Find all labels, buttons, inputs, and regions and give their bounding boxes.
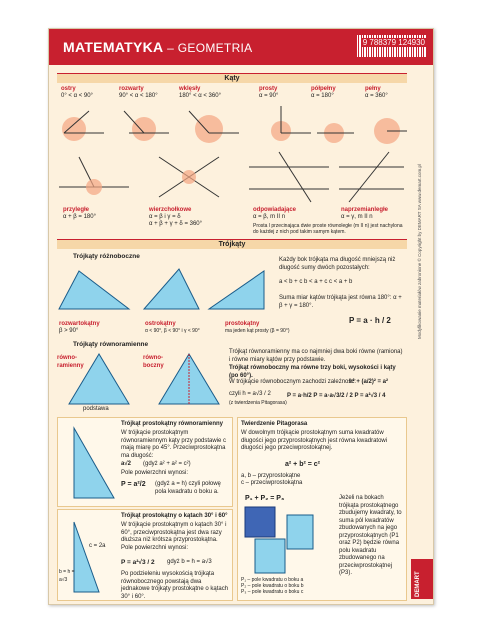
vertical-f2: α + β + γ + δ = 360°: [149, 221, 203, 227]
equilateral-text1: Trójkąt równoramienny ma co najmniej dwa boki równe (ramiona) i równe miary kątów przy podstawie.: [229, 349, 403, 363]
pythagoras-legend2: c – przeciwprostokątna: [241, 480, 303, 486]
adjacent-formula: α + β = 180°: [63, 214, 97, 220]
pythagoras-desc: Jeżeli na bokach trójkąta prostokątnego zbudujemy kwadraty, to suma pól kwadratów zbudowanych na jego przyprostokątnych (P1 oraz P2) będzie równa polu kwadratu zbudowanego na przeciwprostokątnej (P3).: [339, 495, 402, 576]
barcode-number: 9 788379 124930: [362, 38, 425, 47]
isosceles-label: równo-ramienny: [57, 355, 84, 369]
isosceles-diagrams: [49, 349, 229, 409]
triangle-30-60-diagram: [59, 517, 119, 597]
angle-right-formula: α = 90°: [259, 93, 279, 99]
equilateral-text2: Trójkąt równoboczny ma równe trzy boki, wysokości i kąty (po 60°).: [229, 365, 396, 379]
triangle-30-60-text: W trójkącie prostokątnym o kątach 30° i 60°, przeciwprostokątna jest dwa razy dłuższa niż krótsza przyprostokątna. Pole powierzchni wynosi:: [121, 522, 227, 551]
demart-brand: DEMART: [415, 571, 421, 597]
triangle-area: P = a · h / 2: [349, 316, 391, 325]
right-isosceles-area-intro: Pole powierzchni wynosi:: [121, 470, 189, 476]
angle-acute-formula: 0° < α < 90°: [61, 93, 93, 99]
angle-acute-name: ostry: [61, 86, 76, 92]
triangle-30-60-area-note: gdyż b = h = a√3: [167, 559, 212, 565]
geometry-poster: [48, 28, 434, 605]
equilateral-label: równo-boczny: [143, 355, 164, 369]
vertical-f1: α = β i γ = δ: [149, 214, 181, 220]
angle-full-name: pełny: [365, 86, 381, 92]
base-label: podstawa: [83, 406, 109, 412]
pythagoras-note: (z twierdzenia Pitagorasa): [229, 400, 287, 406]
adjacent-name: przyległe: [63, 207, 90, 213]
right-isosceles-diagram: [59, 423, 119, 503]
alternate-name: naprzemianległe: [341, 207, 389, 213]
angle-sum: Suma miar kątów trójkąta jest równa 180°: α + β + γ = 180°.: [279, 295, 402, 309]
copyright: Modyfikowanie materiałów zabronione © Copyright by DEMART SA www.demart.com.pl: [417, 164, 422, 339]
isosceles-title: Trójkąty równoramienne: [73, 341, 149, 348]
header: [49, 29, 434, 65]
pythagoras-formula: a² + b² = c²: [285, 461, 321, 468]
label-b: b = h = a√3: [59, 569, 75, 583]
angle-obtuse-formula: 90° < α < 180°: [119, 93, 158, 99]
acute-triangle-formula: α < 90°, β < 90° i γ < 90°: [145, 328, 200, 334]
pythagoras-squares-diagram: [241, 505, 315, 577]
acute-triangle-name: ostrokątny: [145, 321, 176, 327]
angle-straight-name: półpełny: [311, 86, 336, 92]
pythagoras-area-formula: P₁ + P₂ = P₃: [245, 495, 285, 502]
pythagoras-p2: P₂ – pole kwadratu o boku b: [241, 583, 304, 589]
pythagoras-text: W dowolnym trójkącie prostokątnym suma kwadratów długości jego przyprostokątnych jest równa kwadratowi długości jego przeciwprostokątnej.: [241, 430, 388, 451]
label-c: c = 2a: [89, 543, 106, 549]
scalene-title: Trójkąty różnoboczne: [73, 253, 140, 260]
angle-right-name: prosty: [259, 86, 278, 92]
triangle-30-60-footer: Po podzieleniu wysokością trójkąta równobocznego powstają dwa jednakowe trójkąty prostokątne o kątach 30° i 60°.: [121, 571, 229, 600]
vertical-name: wierzchołkowe: [149, 207, 192, 213]
triangle-30-60-title: Trójkąt prostokątny o kątach 30° i 60°: [121, 513, 228, 519]
side-formula: a < b + c b < a + c c < a + b: [279, 279, 353, 285]
page-title: MATEMATYKA – GEOMETRIA: [63, 39, 253, 55]
equilateral-area: P = a·h/2 P = a·a√3/2 / 2 P = a²√3 / 4: [287, 393, 386, 399]
right-isosceles-text: W trójkącie prostokątnym równoramiennym kąty przy podstawie c mają miarę po 45°. Przeciwprostokątna ma długość:: [121, 430, 227, 459]
angle-full-formula: α = 360°: [365, 93, 388, 99]
section-angles: Kąty: [57, 73, 407, 83]
corresponding-formula: α = β, m II n: [253, 214, 286, 220]
height-rule: W trójkącie równobocznym zachodzi zależność:: [229, 379, 357, 385]
pythagoras-legend1: a, b – przyprostokątne: [241, 473, 301, 479]
angle-reflex-name: wklęsły: [179, 86, 201, 92]
angle-reflex-formula: 180° < α < 360°: [179, 93, 221, 99]
right-triangle-formula: ma jeden kąt prosty (β = 90°): [225, 328, 290, 334]
right-isosceles-title: Trójkąt prostokątny równoramienny: [121, 421, 224, 427]
height-result: czyli h = a√3 / 2: [229, 391, 271, 397]
angle-obtuse-name: rozwarty: [119, 86, 144, 92]
adjacent-vertical-diagrams: [49, 147, 409, 205]
angle-straight-formula: α = 180°: [311, 93, 334, 99]
obtuse-triangle-formula: β > 90°: [59, 328, 79, 334]
right-triangle-name: prostokątny: [225, 321, 260, 327]
alternate-formula: α = γ, m II n: [341, 214, 373, 220]
pythagoras-p3: P₃ – pole kwadratu o boku c: [241, 589, 304, 595]
right-isosceles-area-note: (gdyż a = h) czyli połowę pola kwadratu o boku a.: [155, 481, 221, 495]
side-rule: Każdy bok trójkąta ma długość mniejszą niż długość sumy dwóch pozostałych:: [279, 257, 396, 271]
pythagoras-p1: P₁ – pole kwadratu o boku a: [241, 577, 304, 583]
pythagoras-title: Twierdzenie Pitagorasa: [241, 421, 308, 427]
parallel-note: Prosta l przecinająca dwie proste równoległe (m II n) jest nachylona do każdej z nich pod takim samym kątem.: [253, 223, 403, 235]
right-isosceles-area: P = a²/2: [121, 481, 146, 488]
triangle-30-60-area: P = a²√3 / 2: [121, 559, 155, 566]
right-isosceles-hyp: a√2: [121, 461, 131, 467]
angle-diagrams: [49, 101, 409, 151]
corresponding-name: odpowiadające: [253, 207, 297, 213]
scalene-diagrams: [49, 261, 269, 321]
height-formula: h² + (a/2)² = a²: [349, 379, 389, 385]
obtuse-triangle-name: rozwartokątny: [59, 321, 100, 327]
section-triangles: Trójkąty: [57, 239, 407, 249]
right-isosceles-hyp-note: (gdyż a² + a² = c²): [143, 461, 191, 467]
